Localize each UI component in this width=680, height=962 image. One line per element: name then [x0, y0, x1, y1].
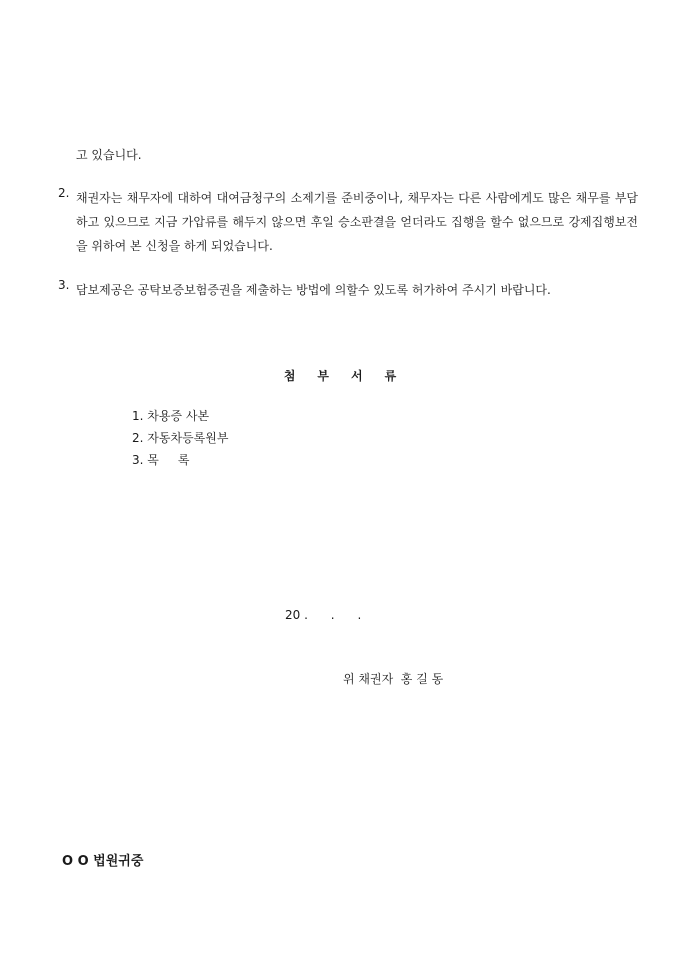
attachments-list — [132, 405, 228, 471]
paragraph-text: 채권자는 채무자에 대하여 대여금청구의 소제기를 준비중이나, 채무자는 다른 사람에게도 많은 채무를 부담하고 있으므로 지금 가압류를 해두지 않으면 후일 승소판결을 얻더라도 집행을 할수 없으므로 강제집행보전을 위하여 본 신청을 하게 되었습니다. — [76, 191, 638, 253]
paragraph-number: 2. — [58, 186, 70, 200]
signature-line: 위 채권자 홍 길 동 — [343, 672, 444, 686]
paragraph-number: 3. — [58, 278, 70, 292]
continuation-text: 고 있습니다. — [76, 148, 142, 162]
court-addressee: O O 법원귀중 — [62, 854, 144, 869]
paragraph-2 — [58, 186, 638, 258]
date-line: 20 . . . — [285, 608, 362, 622]
paragraph-text: 담보제공은 공탁보증보험증권을 제출하는 방법에 의할수 있도록 허가하여 주시기 바랍니다. — [76, 283, 551, 297]
attachments-heading: 첨부서류 — [283, 369, 419, 383]
attachment-item: 3. 목 록 — [132, 453, 190, 467]
attachment-item: 1. 차용증 사본 — [132, 409, 210, 423]
attachment-item: 2. 자동차등록원부 — [132, 431, 229, 445]
paragraph-3 — [58, 278, 638, 326]
